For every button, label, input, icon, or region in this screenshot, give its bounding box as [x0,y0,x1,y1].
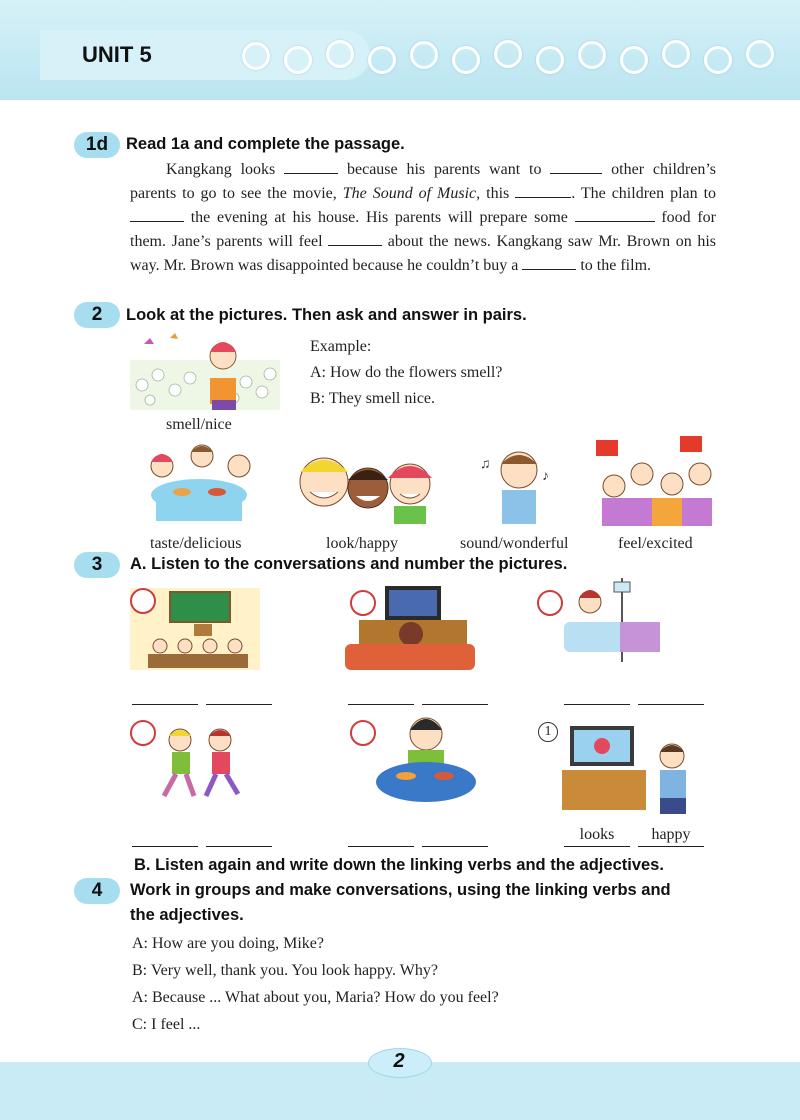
answer-line-2a[interactable] [348,704,414,705]
svg-text:♫: ♫ [480,457,491,472]
group-dialog [132,930,499,1038]
section-2-title: Look at the pictures. Then ask and answer in pairs. [126,306,527,324]
page-number: 2 [393,1050,405,1072]
answer-line-5a[interactable] [348,846,414,847]
number-circle-2[interactable] [350,590,376,616]
section-4-badge: 4 [74,878,120,904]
example-question: A: How do the flowers smell? [310,364,503,381]
happy-faces-image [294,440,439,524]
number-circle-5[interactable] [350,720,376,746]
girl-smelling-flowers-image [130,330,280,410]
section-2-badge: 2 [74,302,120,328]
boy-listening-music-image [474,440,564,526]
answer-line-6b[interactable] [638,846,704,847]
answer-line-3b[interactable] [638,704,704,705]
dialog-line: B: Very well, thank you. You look happy. Why? [132,962,438,979]
excited-crowd-image [592,434,722,526]
caption-feel-excited: feel/excited [618,535,693,552]
passage-1d: Kangkang looks because his parents want to other children’s parents to go to see the movie, The Sound of Music, this . The children plan to the evening at his house. His parents will prepare some food for them. Jane’s parents will feel about the news. Kangkang saw Mr. Brown on his way. Mr. Brown was disappointed because he couldn’t buy a to the film. [130,161,717,274]
section-4-title-line1: Work in groups and make conversations, using the linking verbs and [130,881,671,899]
number-mark-example: 1 [538,722,558,742]
example-label: Example: [310,338,372,355]
answer-line-4b[interactable] [206,846,272,847]
caption-smell-nice: smell/nice [166,416,232,433]
answer-line-3a[interactable] [564,704,630,705]
caption-look-happy: look/happy [326,535,398,552]
answer-line-1b[interactable] [206,704,272,705]
blank-6[interactable] [328,233,382,246]
answer-line-5b[interactable] [422,846,488,847]
movie-title: The Sound of Music, [342,185,481,202]
answer-line-1a[interactable] [132,704,198,705]
caption-sound-wonderful: sound/wonderful [460,535,569,552]
caption-taste-delicious: taste/delicious [150,535,242,552]
decorative-rings [238,36,800,76]
example-answer-adjective: happy [651,826,691,843]
dialog-line: C: I feel ... [132,1016,201,1033]
example-answer-verb: looks [579,826,615,843]
blank-3[interactable] [515,185,571,198]
svg-text:♪: ♪ [542,469,549,484]
answer-line-2b[interactable] [422,704,488,705]
example-answer: B: They smell nice. [310,390,436,407]
dialog-line: A: How are you doing, Mike? [132,935,324,952]
boy-eating-image [372,710,480,806]
section-3-badge: 3 [74,552,120,578]
answer-line-4a[interactable] [132,846,198,847]
boy-watching-tv-image [562,722,702,818]
children-running-image [150,724,250,814]
sick-girl-in-bed-image [560,578,666,672]
section-3-title-a: A. Listen to the conversations and number the pictures. [130,555,568,573]
section-1d-badge: 1d [74,132,120,158]
unit-title: UNIT 5 [82,42,152,67]
number-circle-3[interactable] [537,590,563,616]
number-circle-4[interactable] [130,720,156,746]
section-4-title-line2: the adjectives. [130,906,244,924]
people-eating-image [142,440,257,526]
section-1d-title: Read 1a and complete the passage. [126,135,405,153]
blank-1[interactable] [284,161,338,174]
number-circle-1[interactable] [130,588,156,614]
dialog-line: A: Because ... What about you, Maria? How do you feel? [132,989,499,1006]
blank-7[interactable] [522,257,576,270]
section-3-title-b: B. Listen again and write down the linking verbs and the adjectives. [134,856,664,874]
blank-2[interactable] [550,161,602,174]
example-dialog [310,334,502,412]
blank-4[interactable] [130,209,184,222]
blank-5[interactable] [575,209,655,222]
answer-line-6a[interactable] [564,846,630,847]
